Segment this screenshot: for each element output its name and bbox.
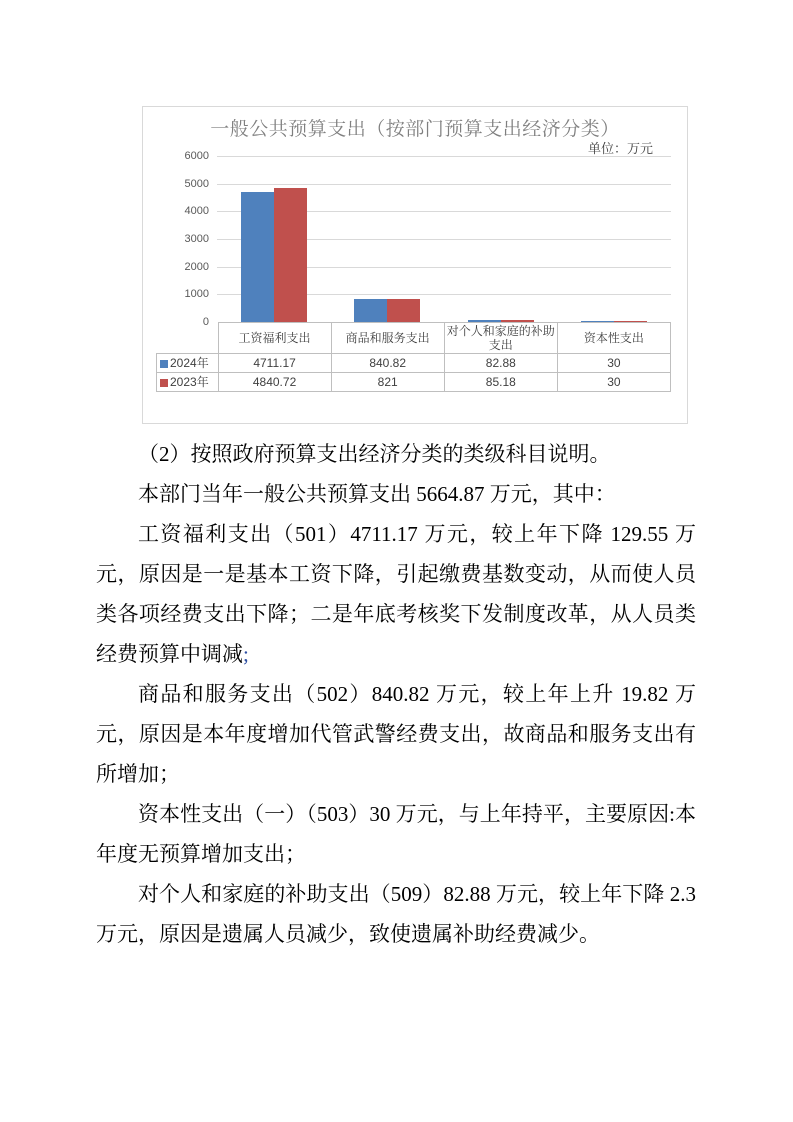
- bar-2024年-工资福利支出: [241, 192, 274, 322]
- paragraph-wage-expense: [96, 514, 696, 674]
- table-row: [157, 373, 671, 392]
- y-axis-label: 0: [202, 316, 209, 328]
- y-axis-label: 2000: [184, 260, 209, 273]
- legend-marker-icon: [160, 360, 168, 368]
- table-value-cell: 821: [331, 373, 444, 392]
- table-header-cell: 资本性支出: [557, 323, 670, 354]
- paragraph-text: 资本性支出（一）（503）30 万元，与上年持平，主要原因:本年度无预算增加支出；: [96, 802, 696, 866]
- data-table: [156, 322, 671, 392]
- table-header-cell: 工资福利支出: [218, 323, 331, 354]
- bar-2024年-商品和服务支出: [354, 299, 387, 322]
- y-axis-label: 1000: [184, 288, 209, 301]
- table-value-cell: 85.18: [444, 373, 557, 392]
- legend-cell: [157, 373, 219, 392]
- budget-chart: [142, 106, 688, 424]
- table-value-cell: 30: [557, 354, 670, 373]
- paragraph-section-heading: [96, 434, 696, 474]
- blue-semicolon: ;: [243, 642, 249, 666]
- table-value-cell: 4840.72: [218, 373, 331, 392]
- paragraph-goods-services: [96, 674, 696, 794]
- paragraph-text: 商品和服务支出（502）840.82 万元，较上年上升 19.82 万元，原因是本年度增加代管武警经费支出，故商品和服务支出有所增加；: [96, 682, 696, 786]
- bar-2023年-工资福利支出: [274, 188, 307, 322]
- chart-title: 一般公共预算支出（按部门预算支出经济分类）: [210, 119, 620, 140]
- y-axis-label: 3000: [184, 233, 209, 245]
- paragraph-capital-expense: [96, 794, 696, 874]
- table-value-cell: 4711.17: [218, 354, 331, 373]
- gridline: [217, 184, 671, 185]
- paragraph-text: 对个人和家庭的补助支出（509）82.88 万元，较上年下降 2.3 万元，原因是遗属人员减少，致使遗属补助经费减少。: [96, 882, 696, 946]
- y-axis-label: 4000: [184, 205, 209, 218]
- table-value-cell: 840.82: [331, 354, 444, 373]
- plot-area: [217, 156, 671, 322]
- legend-marker-icon: [160, 379, 168, 387]
- gridline: [217, 156, 671, 157]
- paragraph-total: [96, 474, 696, 514]
- chart-data-table: [156, 322, 671, 392]
- legend-cell: [157, 354, 219, 373]
- y-axis-label: 6000: [184, 150, 209, 162]
- paragraph-text: 本部门当年一般公共预算支出 5664.87 万元，其中：: [138, 482, 616, 506]
- table-value-cell: 82.88: [444, 354, 557, 373]
- chart-unit-label: 单位：万元: [587, 141, 653, 156]
- paragraph-text: 工资福利支出（501）4711.17 万元，较上年下降 129.55 万元，原因是一是基本工资下降，引起缴费基数变动，从而使人员类各项经费支出下降；二是年底考核奖下发制度改革，从人员类经费预算中调减: [96, 522, 696, 666]
- table-value-cell: 30: [557, 373, 670, 392]
- paragraph-text: （2）按照政府预算支出经济分类的类级科目说明。: [138, 442, 611, 466]
- y-axis-label: 5000: [184, 177, 209, 190]
- table-header-cell: 商品和服务支出: [331, 323, 444, 354]
- table-row: [157, 354, 671, 373]
- bar-2023年-商品和服务支出: [387, 299, 420, 322]
- legend-label: 2023年: [170, 375, 209, 389]
- paragraph-personal-subsidy: [96, 874, 696, 954]
- body-text: [96, 434, 696, 954]
- table-header-cell: 对个人和家庭的补助支出: [444, 323, 557, 354]
- legend-label: 2024年: [170, 356, 209, 370]
